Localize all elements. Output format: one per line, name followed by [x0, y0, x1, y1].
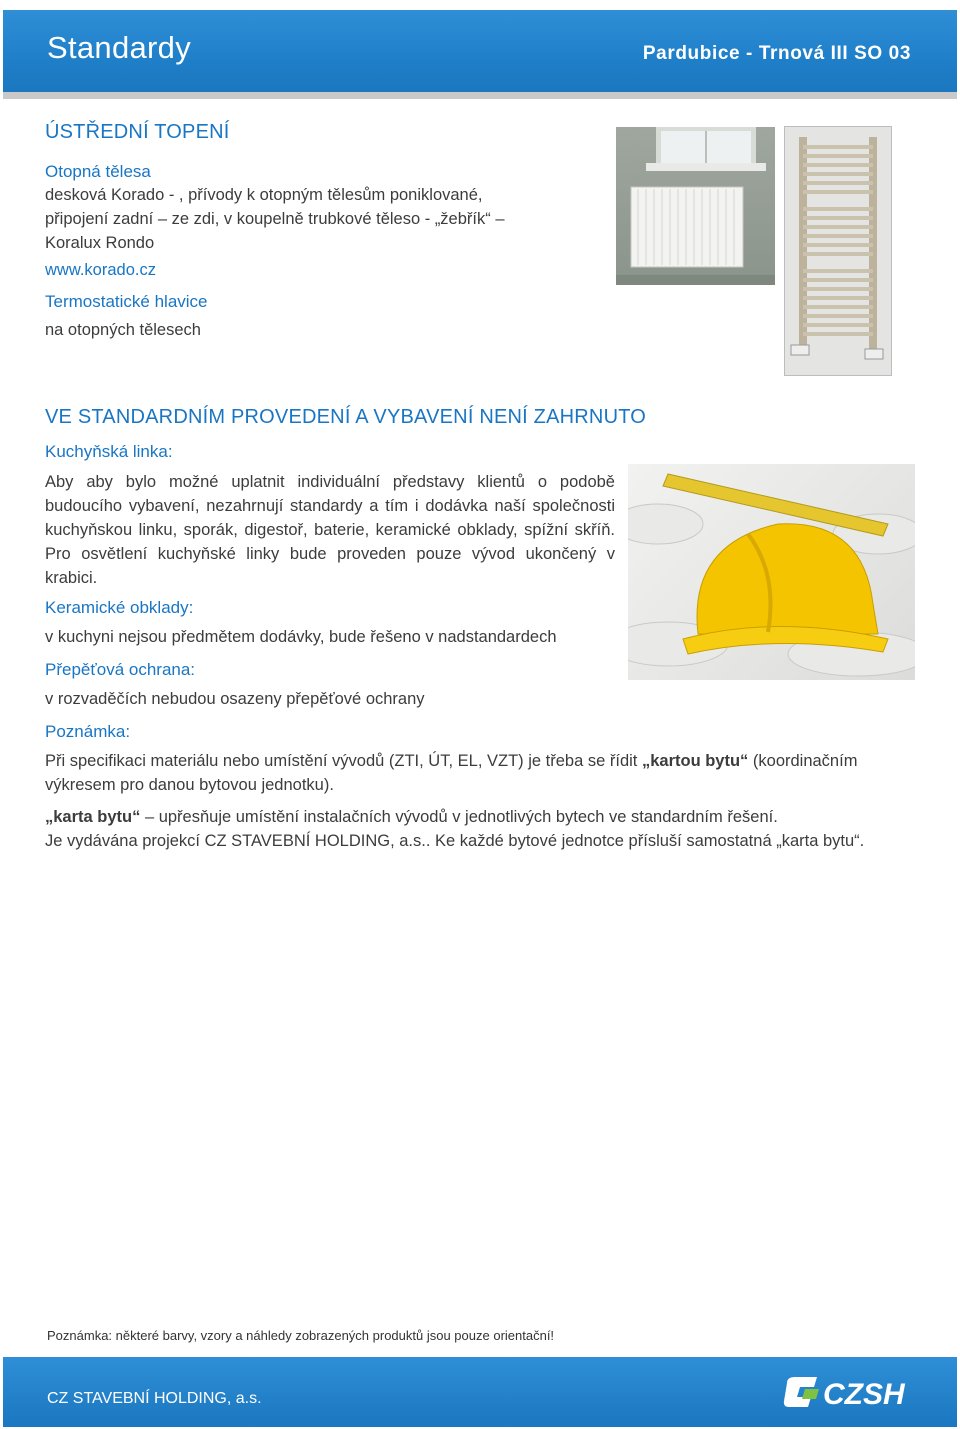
radiators-line: Koralux Rondo [45, 234, 155, 252]
helmet-photo [628, 464, 915, 680]
valves-subtitle: Termostatické hlavice [45, 292, 208, 311]
korado-link[interactable]: www.korado.cz [45, 261, 156, 279]
helmet-illustration [628, 464, 915, 680]
footer-disclaimer: Poznámka: některé barvy, vzory a náhledy zobrazených produktů jsou pouze orientační! [47, 1328, 555, 1343]
czsh-logo-text: CZSH [823, 1378, 905, 1409]
panel-radiator-illustration [616, 127, 775, 285]
surge-text: v rozvaděčích nebudou osazeny přepěťové ochrany [45, 690, 425, 708]
page-footer [3, 1357, 957, 1427]
radiators-text [45, 183, 505, 255]
czsh-logo [783, 1375, 923, 1414]
note-text-bold: „kartou bytu“ [641, 752, 749, 770]
valves-text: na otopných tělesech [45, 321, 201, 339]
note-text-part: (koordinačním výkresem pro danou bytovou jednotku). [45, 752, 858, 794]
towel-radiator-photo [784, 126, 892, 376]
card-text [45, 805, 913, 829]
heating-section-title: ÚSTŘEDNÍ TOPENÍ [45, 121, 230, 143]
company-name: CZ STAVEBNÍ HOLDING, a.s. [47, 1390, 262, 1407]
panel-radiator-photo [616, 127, 775, 285]
card-text-2: Je vydávána projekcí CZ STAVEBNÍ HOLDING, a.s.. Ke každé bytové jednotce přísluší samostatná „karta bytu“. [45, 832, 865, 850]
towel-radiator-illustration [785, 127, 891, 375]
tiles-text: v kuchyni nejsou předmětem dodávky, bude řešeno v nadstandardech [45, 628, 557, 646]
project-name: Pardubice - Trnová III SO 03 [642, 43, 911, 64]
czsh-logo-icon [783, 1375, 923, 1409]
note-text [45, 749, 915, 797]
radiators-line: připojení zadní – ze zdi, v koupelně trubkové těleso - „žebřík“ – [45, 210, 505, 228]
radiators-line: desková Korado - , přívody k otopným tělesům poniklované, [45, 186, 483, 204]
card-text-part: – upřesňuje umístění instalačních vývodů v jednotlivých bytech ve standardním řešení. [140, 808, 778, 826]
note-text-part: Při specifikaci materiálu nebo umístění vývodů (ZTI, ÚT, EL, VZT) je třeba se řídit [45, 752, 642, 770]
surge-subtitle: Přepěťová ochrana: [45, 660, 196, 679]
card-text-bold: „karta bytu“ [45, 808, 141, 826]
note-subtitle: Poznámka: [45, 722, 131, 741]
not-included-section-title: VE STANDARDNÍM PROVEDENÍ A VYBAVENÍ NENÍ ZAHRNUTO [45, 406, 647, 428]
page-title: Standardy [47, 30, 192, 65]
kitchen-subtitle: Kuchyňská linka: [45, 442, 173, 461]
radiators-subtitle: Otopná tělesa [45, 162, 151, 181]
page-header [3, 10, 957, 99]
kitchen-text: Aby aby bylo možné uplatnit individuální představy klientů o podobě budoucího vybavení, nezahrnují standardy a tím i dodávka naší společnosti kuchyňskou linku, sporák, digestoř, baterie, keramické obklady, spížní skříň. Pro osvětlení kuchyňské linky bude proveden pouze vývod ukončený v krabici. [45, 473, 615, 587]
tiles-subtitle: Keramické obklady: [45, 598, 194, 617]
